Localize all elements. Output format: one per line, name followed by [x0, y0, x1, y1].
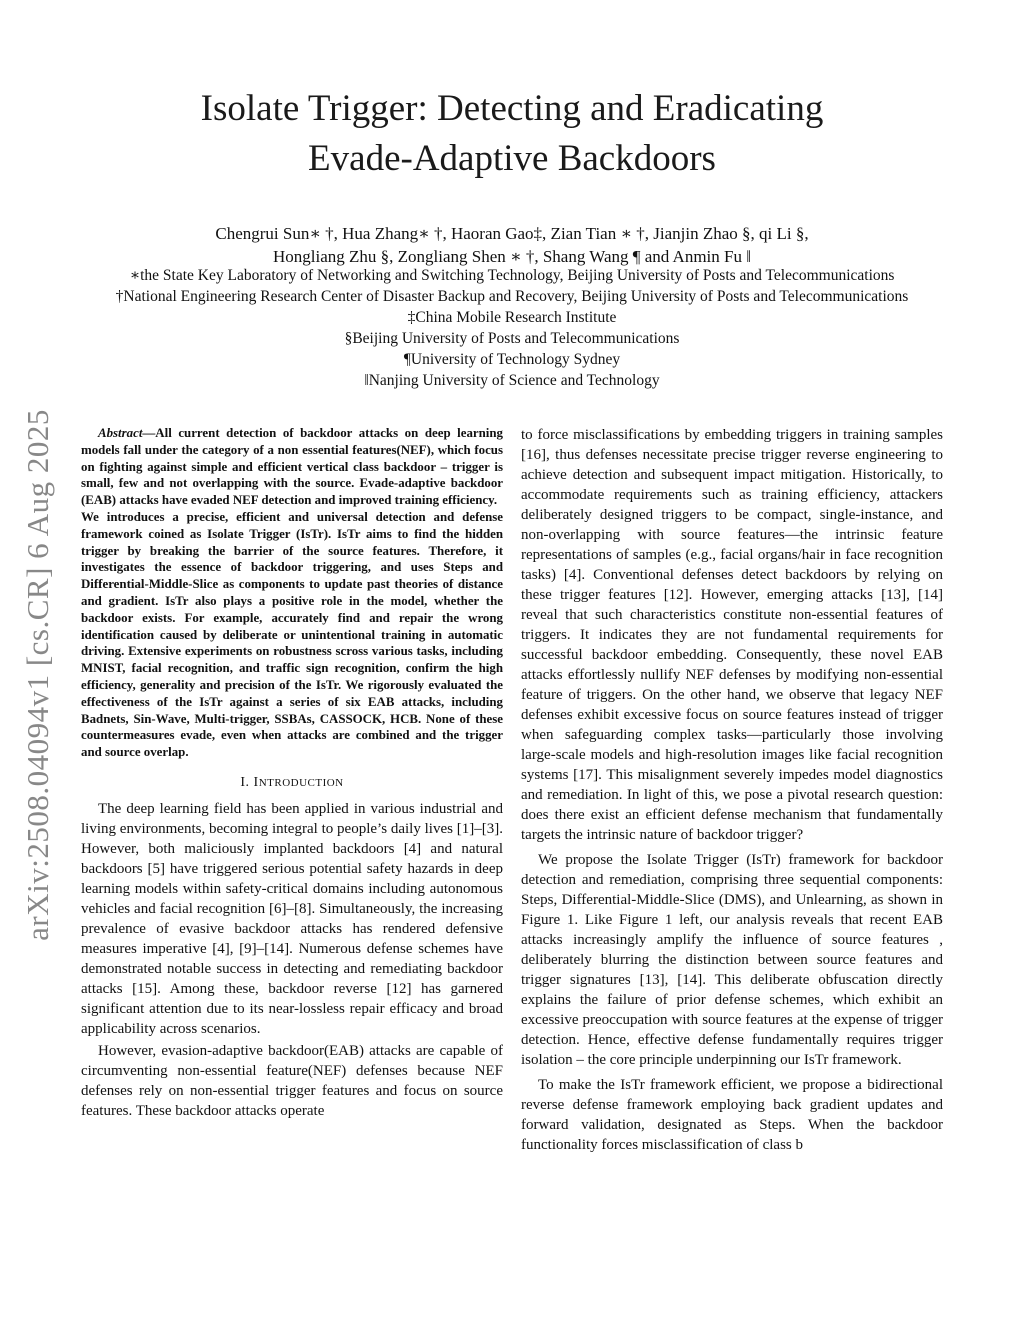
affiliation-5: ¶University of Technology Sydney: [403, 351, 621, 368]
arxiv-identifier[interactable]: arXiv:2508.04094v1 [cs.CR] 6 Aug 2025: [20, 409, 55, 941]
intro-paragraph-2: However, evasion-adaptive backdoor(EAB) attacks are capable of circumventing non-essential feature(NEF) defenses because NEF defenses rely on non-essential trigger features and focus on source features. These backdoor attacks operate: [81, 1042, 503, 1119]
section-heading-introduction: [81, 775, 503, 791]
authors-line-2: Hongliang Zhu §, Zongliang Shen ∗ †, Shang Wang ¶ and Anmin Fu ‖: [272, 247, 752, 266]
title-line-1: Isolate Trigger: Detecting and Eradicating: [200, 88, 824, 129]
intro-body-right: [521, 425, 943, 1155]
abstract-paragraph-2: We introduces a precise, efficient and universal detection and defense framework coined as Isolate Trigger (IsTr). IsTr aims to find the hidden trigger by breaking the barrier of the source features. Therefore, it investigates the essence of backdoor triggering, and uses Steps and Differential-Middle-Slice as components to update past theories of distance and gradient. IsTr also plays a positive role in the model, whether the backdoor exists. For example, accurately find and repair the wrong identification caused by deliberate or unintentional training in automatic driving. Extensive experiments on robustness scross various tasks, including MNIST, facial recognition, and traffic sign recognition, confirm the high efficiency, generality and precision of the IsTr. We rigorously evaluated the effectiveness of the IsTr against a series of six EAB attacks, including Badnets, Sin-Wave, Multi-trigger, SSBAs, CASSOCK, HCB. None of these countermeasures evade, even when attacks are combined and the trigger and source overlap.: [81, 509, 503, 760]
arxiv-sidebar-stamp: [14, 375, 62, 975]
title-line-2: Evade-Adaptive Backdoors: [308, 138, 716, 179]
intro-paragraph-1: The deep learning field has been applied in various industrial and living environments, becoming integral to people’s daily lives [1]–[3]. However, both maliciously implanted backdoors [4] and natural backdoors [5] have triggered serious potential safety hazards in deep learning models within safety-critical domains including autonomous vehicles and facial recognition [6]–[8]. Simultaneously, the increasing prevalence of evasive backdoor attacks has rendered defensive measures imperative [4], [9]–[14]. Numerous defense schemes have demonstrated notable success in detecting and remediating backdoor attacks [15]. Among these, backdoor reverse [12] has garnered significant attention due to its near-lossless repair efficacy and broad applicability across scenarios.: [81, 800, 503, 1037]
affiliation-list: [60, 265, 964, 391]
abstract: [81, 425, 503, 761]
intro-paragraph-3: We propose the Isolate Trigger (IsTr) framework for backdoor detection and remediation, comprising three sequential components: Steps, Differential-Middle-Slice (DMS), and Unlearning, as shown in Figure 1. Like Figure 1 left, our analysis reveals that recent EAB attacks increasingly amplify the influence of source features , deliberately blurring the distinction between source features and trigger signatures [13], [14]. This deliberate obfuscation directly explains the failure of prior defense schemes, which exhibit an excessive preoccupation with source features at the expense of trigger detection. Hence, effective defense fundamentally requires trigger isolation – the core principle underpinning our IsTr framework.: [521, 852, 943, 1068]
authors-line-1: Chengrui Sun∗ †, Hua Zhang∗ †, Haoran Gao‡, Zian Tian ∗ †, Jianjin Zhao §, qi Li §,: [215, 224, 809, 243]
affiliation-2: †National Engineering Research Center of Disaster Backup and Recovery, Beijing University of Posts and Telecommunications: [115, 288, 909, 305]
intro-paragraph-4: To make the IsTr framework efficient, we propose a bidirectional reverse defense framework employing back gradient updates and forward validation, designated as Steps. When the backdoor functionality forces misclassification of class b: [521, 1077, 943, 1153]
author-list: [60, 222, 964, 268]
affiliation-6: ‖Nanjing University of Science and Technology: [364, 372, 660, 389]
section-title-rest: NTRODUCTION: [258, 776, 344, 789]
abstract-text-1: —All current detection of backdoor attacks on deep learning models fall under the category of a non essential features(NEF), which focus on fighting against simple and efficient vertical class backdoor – trigger is small, few and not overlapping with the source. Evade-adaptive backdoor (EAB) attacks have evaded NEF detection and improved training efficiency.: [81, 426, 503, 508]
affiliation-3: ‡China Mobile Research Institute: [407, 309, 617, 326]
section-title-initial: I: [253, 774, 259, 790]
affiliation-1: ∗the State Key Laboratory of Networking and Switching Technology, Beijing University of Posts and Telecommunications: [129, 267, 895, 284]
intro-body-left: [81, 799, 503, 1121]
abstract-label: Abstract: [98, 426, 143, 440]
left-column: [81, 425, 503, 1123]
intro-paragraph-2-continued: to force misclassifications by embedding triggers in training samples [16], thus defenses necessitate precise trigger reverse engineering to achieve detection and subsequent impact mitigation. Historically, to accommodate requirements such as training efficiency, attackers deliberately designed triggers to be compact, single-instance, and non-overlapping with source features—the intrinsic feature representations of samples (e.g., facial organs/hair in face recognition tasks) [4]. Conventional defenses detect backdoors by relying on these trigger features [12]. However, emerging attacks [13], [14] reveal that such characteristics constitute non-essential features of triggers. It indicates they are not fundamental requirements for successful backdoor embedding. Consequently, these novel EAB attacks effortlessly nullify NEF defenses by modifying non-essential feature of triggers. On the other hand, we observe that legacy NEF defenses exhibit excessive focus on source features instead of trigger when safeguarding complex tasks—particularly those involving large-scale models and high-resolution images like facial recognition systems [17]. This misalignment severely impedes model diagnostics and remediation. In light of this, we pose a pivotal research question: does there exist an efficient defense mechanism that fundamentally targets the intrinsic nature of backdoor trigger?: [521, 427, 943, 843]
affiliation-4: §Beijing University of Posts and Telecommunications: [344, 330, 680, 347]
section-number: I.: [240, 774, 250, 790]
right-column: [521, 425, 943, 1160]
abstract-paragraph-1: [81, 425, 503, 509]
paper-title: [80, 84, 944, 184]
